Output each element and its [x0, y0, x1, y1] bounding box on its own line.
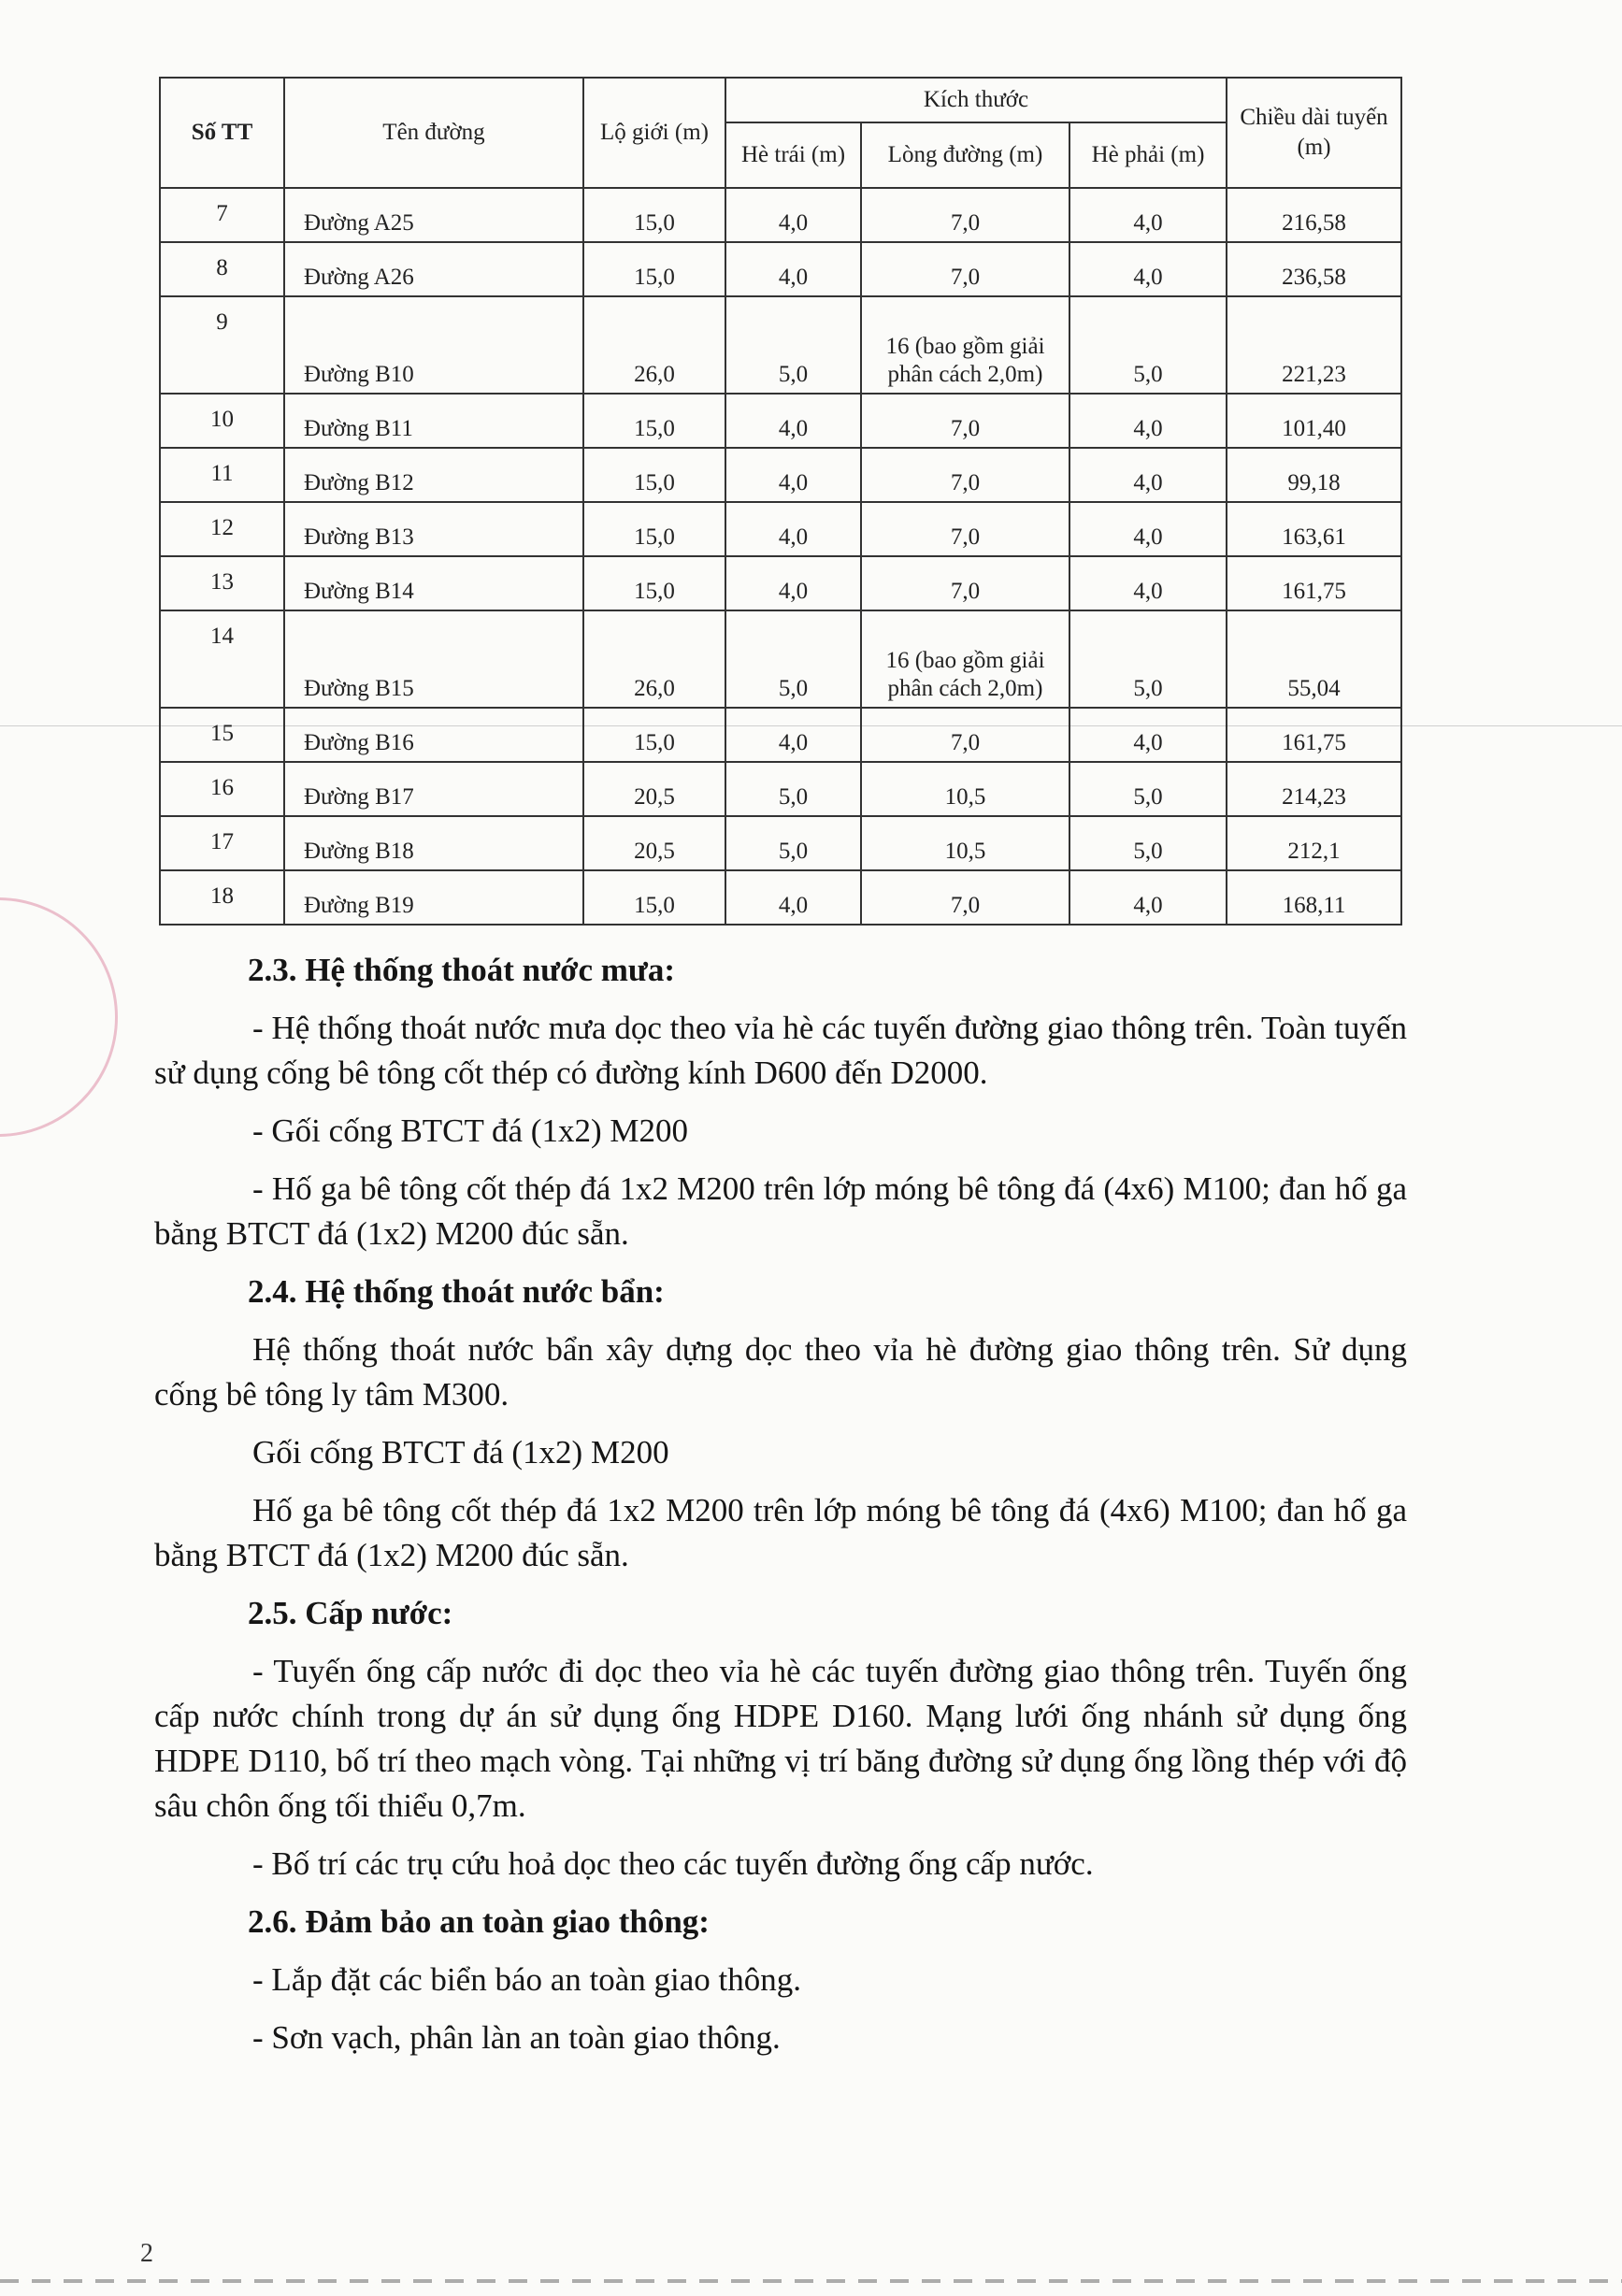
cell-long-duong: 10,5: [861, 762, 1069, 816]
cell-long-duong: 7,0: [861, 188, 1069, 242]
cell-lo-gioi: 15,0: [583, 448, 725, 502]
cell-name: Đường B10: [284, 296, 583, 394]
cell-chieu-dai: 214,23: [1227, 762, 1401, 816]
cell-he-trai: 4,0: [725, 394, 861, 448]
cell-stt: 17: [160, 816, 284, 870]
table-row: [160, 816, 1401, 870]
red-seal-stamp: [0, 897, 118, 1137]
cell-lo-gioi: 20,5: [583, 762, 725, 816]
cell-long-duong: 7,0: [861, 708, 1069, 762]
cell-name: Đường B14: [284, 556, 583, 610]
cell-he-phai: 4,0: [1069, 448, 1227, 502]
cell-he-phai: 5,0: [1069, 816, 1227, 870]
table-row: [160, 502, 1401, 556]
table-row: [160, 870, 1401, 925]
body-text: [154, 948, 1407, 2074]
cell-chieu-dai: 216,58: [1227, 188, 1401, 242]
cell-lo-gioi: 15,0: [583, 394, 725, 448]
cell-he-phai: 4,0: [1069, 242, 1227, 296]
paragraph: Hệ thống thoát nước bẩn xây dựng dọc theo vỉa hè đường giao thông trên. Sử dụng cống bê tông ly tâm M300.: [154, 1331, 1407, 1413]
cell-he-phai: 5,0: [1069, 610, 1227, 708]
header-long-duong: Lòng đường (m): [861, 122, 1069, 188]
cell-he-trai: 5,0: [725, 610, 861, 708]
cell-lo-gioi: 15,0: [583, 188, 725, 242]
cell-chieu-dai: 99,18: [1227, 448, 1401, 502]
cell-chieu-dai: 161,75: [1227, 708, 1401, 762]
cell-stt: 8: [160, 242, 284, 296]
cell-chieu-dai: 212,1: [1227, 816, 1401, 870]
cell-he-trai: 4,0: [725, 502, 861, 556]
paragraph: - Gối cống BTCT đá (1x2) M200: [252, 1112, 688, 1149]
cell-stt: 18: [160, 870, 284, 925]
header-kich-thuoc: Kích thước: [725, 78, 1227, 122]
table-row: [160, 394, 1401, 448]
paragraph: - Tuyến ống cấp nước đi dọc theo vỉa hè các tuyến đường giao thông trên. Tuyến ống cấp nước chính trong dự án sử dụng ống HDPE D160. Mạng lưới ống nhánh sử dụng ống HDPE D110, bố trí theo mạch vòng. Tại những vị trí băng đường sử dụng ống lồng thép với độ sâu chôn ống tối thiểu 0,7m.: [154, 1653, 1407, 1824]
cell-name: Đường B18: [284, 816, 583, 870]
cell-name: Đường A26: [284, 242, 583, 296]
cell-name: Đường B11: [284, 394, 583, 448]
paragraph: - Sơn vạch, phân làn an toàn giao thông.: [252, 2019, 781, 2056]
cell-he-trai: 5,0: [725, 762, 861, 816]
cell-he-trai: 4,0: [725, 708, 861, 762]
table-row: [160, 708, 1401, 762]
header-he-phai: Hè phải (m): [1069, 122, 1227, 188]
cell-he-trai: 4,0: [725, 870, 861, 925]
cell-long-duong: 7,0: [861, 394, 1069, 448]
cell-long-duong: 7,0: [861, 870, 1069, 925]
paragraph: - Lắp đặt các biển báo an toàn giao thông.: [252, 1961, 802, 1998]
cell-stt: 13: [160, 556, 284, 610]
cell-he-phai: 4,0: [1069, 502, 1227, 556]
cell-stt: 15: [160, 708, 284, 762]
cell-stt: 16: [160, 762, 284, 816]
cell-lo-gioi: 15,0: [583, 708, 725, 762]
cell-name: Đường B17: [284, 762, 583, 816]
cell-chieu-dai: 168,11: [1227, 870, 1401, 925]
cell-lo-gioi: 15,0: [583, 242, 725, 296]
cell-chieu-dai: 221,23: [1227, 296, 1401, 394]
header-name: Tên đường: [284, 78, 583, 188]
cell-stt: 9: [160, 296, 284, 394]
cell-lo-gioi: 15,0: [583, 502, 725, 556]
cell-he-phai: 4,0: [1069, 188, 1227, 242]
cell-chieu-dai: 161,75: [1227, 556, 1401, 610]
cell-name: Đường B13: [284, 502, 583, 556]
cell-lo-gioi: 26,0: [583, 296, 725, 394]
cell-chieu-dai: 163,61: [1227, 502, 1401, 556]
cell-name: Đường B19: [284, 870, 583, 925]
cell-he-trai: 4,0: [725, 448, 861, 502]
page-number: 2: [140, 2239, 153, 2268]
cell-name: Đường B16: [284, 708, 583, 762]
table-row: [160, 556, 1401, 610]
cell-long-duong: 16 (bao gồm giải phân cách 2,0m): [861, 296, 1069, 394]
cell-he-trai: 5,0: [725, 296, 861, 394]
table-row: [160, 762, 1401, 816]
cell-long-duong: 7,0: [861, 242, 1069, 296]
cell-he-phai: 4,0: [1069, 394, 1227, 448]
cell-he-phai: 4,0: [1069, 556, 1227, 610]
cell-stt: 10: [160, 394, 284, 448]
cell-long-duong: 7,0: [861, 502, 1069, 556]
cell-he-trai: 4,0: [725, 188, 861, 242]
cell-chieu-dai: 236,58: [1227, 242, 1401, 296]
cell-long-duong: 10,5: [861, 816, 1069, 870]
table-row: [160, 610, 1401, 708]
cell-he-phai: 4,0: [1069, 870, 1227, 925]
cell-name: Đường A25: [284, 188, 583, 242]
header-stt: Số TT: [160, 78, 284, 188]
cell-lo-gioi: 15,0: [583, 556, 725, 610]
table-row: [160, 448, 1401, 502]
cell-he-phai: 4,0: [1069, 708, 1227, 762]
paragraph: Gối cống BTCT đá (1x2) M200: [252, 1434, 669, 1471]
table-row: [160, 242, 1401, 296]
cell-lo-gioi: 26,0: [583, 610, 725, 708]
heading-2-6: 2.6. Đảm bảo an toàn giao thông:: [248, 1903, 710, 1940]
cell-chieu-dai: 101,40: [1227, 394, 1401, 448]
header-chieu-dai: Chiều dài tuyến (m): [1227, 78, 1401, 188]
table-row: [160, 188, 1401, 242]
paragraph: Hố ga bê tông cốt thép đá 1x2 M200 trên lớp móng bê tông đá (4x6) M100; đan hố ga bằng BTCT đá (1x2) M200 đúc sẵn.: [154, 1492, 1407, 1573]
cell-he-phai: 5,0: [1069, 296, 1227, 394]
cell-name: Đường B12: [284, 448, 583, 502]
paragraph: - Hố ga bê tông cốt thép đá 1x2 M200 trên lớp móng bê tông đá (4x6) M100; đan hố ga bằng BTCT đá (1x2) M200 đúc sẵn.: [154, 1170, 1407, 1252]
cell-he-trai: 4,0: [725, 242, 861, 296]
cell-he-trai: 4,0: [725, 556, 861, 610]
cell-stt: 7: [160, 188, 284, 242]
cell-lo-gioi: 15,0: [583, 870, 725, 925]
cell-he-phai: 5,0: [1069, 762, 1227, 816]
heading-2-3: 2.3. Hệ thống thoát nước mưa:: [248, 952, 676, 988]
cell-stt: 11: [160, 448, 284, 502]
paragraph: - Bố trí các trụ cứu hoả dọc theo các tuyến đường ống cấp nước.: [252, 1845, 1094, 1882]
scan-bottom-edge: [0, 2279, 1622, 2283]
cell-stt: 12: [160, 502, 284, 556]
header-he-trai: Hè trái (m): [725, 122, 861, 188]
heading-2-4: 2.4. Hệ thống thoát nước bẩn:: [248, 1273, 665, 1310]
paragraph: - Hệ thống thoát nước mưa dọc theo vỉa hè các tuyến đường giao thông trên. Toàn tuyến sử dụng cống bê tông cốt thép có đường kính D600 đến D2000.: [154, 1010, 1407, 1091]
cell-stt: 14: [160, 610, 284, 708]
cell-long-duong: 7,0: [861, 448, 1069, 502]
header-lo-gioi: Lộ giới (m): [583, 78, 725, 188]
cell-long-duong: 7,0: [861, 556, 1069, 610]
cell-he-trai: 5,0: [725, 816, 861, 870]
heading-2-5: 2.5. Cấp nước:: [248, 1595, 453, 1631]
cell-long-duong: 16 (bao gồm giải phân cách 2,0m): [861, 610, 1069, 708]
table-row: [160, 296, 1401, 394]
road-dimension-table: [159, 77, 1402, 926]
cell-name: Đường B15: [284, 610, 583, 708]
cell-lo-gioi: 20,5: [583, 816, 725, 870]
cell-chieu-dai: 55,04: [1227, 610, 1401, 708]
